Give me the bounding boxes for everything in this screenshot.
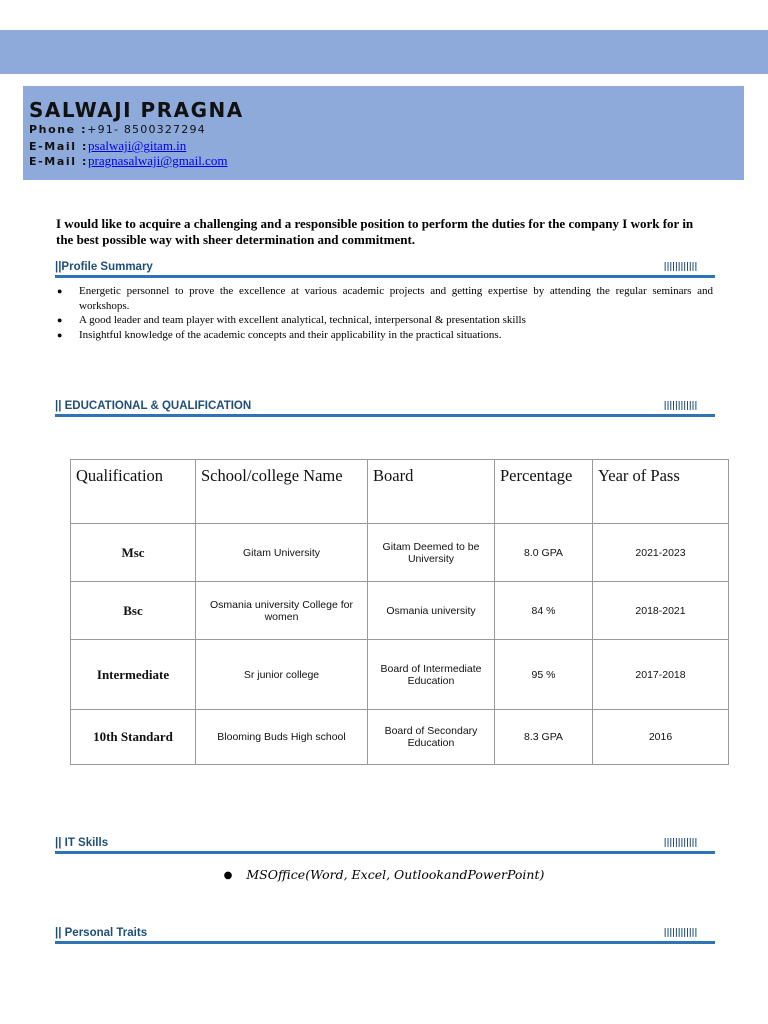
- table-cell: Sr junior college: [196, 640, 368, 710]
- section-title-personal-traits: || Personal Traits: [55, 927, 148, 939]
- section-bars-it-skills: ||||||||||||: [663, 838, 697, 848]
- table-cell: 8.0 GPA: [495, 524, 593, 582]
- table-cell: Gitam University: [196, 524, 368, 582]
- table-cell: Board of Secondary Education: [368, 710, 495, 765]
- phone-label: Phone :: [29, 123, 88, 136]
- section-header-education: [55, 396, 715, 417]
- column-header-year: Year of Pass: [593, 460, 729, 524]
- email-line-2: [29, 153, 227, 169]
- education-table: [70, 459, 729, 765]
- email-link-1[interactable]: psalwaji@gitam.in: [88, 138, 187, 153]
- section-title-it-skills: || IT Skills: [55, 837, 109, 849]
- table-cell: 84 %: [495, 582, 593, 640]
- table-cell: Osmania university: [368, 582, 495, 640]
- section-bars-profile: ||||||||||||: [663, 262, 697, 272]
- table-cell: Bsc: [71, 582, 196, 640]
- table-cell: Msc: [71, 524, 196, 582]
- table-cell: 10th Standard: [71, 710, 196, 765]
- column-header-percentage: Percentage: [495, 460, 593, 524]
- bullet-icon: ●: [223, 870, 233, 881]
- list-item: ● A good leader and team player with excellent analytical, technical, interpersonal & presentation skills: [55, 313, 713, 328]
- table-cell: 2016: [593, 710, 729, 765]
- list-item: ● Insightful knowledge of the academic concepts and their applicability in the practical situations.: [55, 328, 713, 343]
- table-row: [71, 524, 729, 582]
- email-label-2: E-Mail :: [29, 155, 89, 168]
- phone-value: +91- 8500327294: [87, 123, 206, 136]
- table-header-row: [71, 460, 729, 524]
- phone-line: [29, 123, 206, 136]
- table-cell: 2021-2023: [593, 524, 729, 582]
- email-link-2[interactable]: pragnasalwaji@gmail.com: [88, 153, 228, 168]
- top-color-band: [0, 30, 768, 74]
- it-skills-item: [0, 867, 768, 882]
- email-label-1: E-Mail :: [29, 140, 89, 153]
- candidate-name: SALWAJI PRAGNA: [29, 98, 244, 122]
- column-header-qualification: Qualification: [71, 460, 196, 524]
- table-cell: Gitam Deemed to be University: [368, 524, 495, 582]
- table-cell: 2017-2018: [593, 640, 729, 710]
- section-header-profile: [55, 257, 715, 278]
- table-cell: 2018-2021: [593, 582, 729, 640]
- section-bars-personal-traits: ||||||||||||: [663, 928, 697, 938]
- career-objective: I would like to acquire a challenging and a responsible position to perform the duties for the company I work for in the best possible way with sheer determination and commitment.: [56, 216, 694, 247]
- list-item: ● Energetic personnel to prove the excellence at various academic projects and getting expertise by attending the regular seminars and workshops.: [55, 284, 713, 313]
- section-title-education: || EDUCATIONAL & QUALIFICATION: [55, 400, 252, 412]
- table-row: [71, 710, 729, 765]
- email-line-1: [29, 138, 186, 154]
- table-cell: 95 %: [495, 640, 593, 710]
- section-header-it-skills: [55, 833, 715, 854]
- column-header-board: Board: [368, 460, 495, 524]
- section-title-profile: ||Profile Summary: [55, 261, 153, 273]
- table-cell: Board of Intermediate Education: [368, 640, 495, 710]
- table-row: [71, 582, 729, 640]
- table-cell: Intermediate: [71, 640, 196, 710]
- section-bars-education: ||||||||||||: [663, 401, 697, 411]
- it-skills-text: MSOffice(Word, Excel, OutlookandPowerPoint): [246, 867, 545, 882]
- section-header-personal-traits: [55, 923, 715, 944]
- table-cell: Blooming Buds High school: [196, 710, 368, 765]
- table-cell: Osmania university College for women: [196, 582, 368, 640]
- header-box: [23, 86, 744, 180]
- profile-summary-list: [55, 284, 713, 342]
- table-row: [71, 640, 729, 710]
- table-cell: 8.3 GPA: [495, 710, 593, 765]
- column-header-school: School/college Name: [196, 460, 368, 524]
